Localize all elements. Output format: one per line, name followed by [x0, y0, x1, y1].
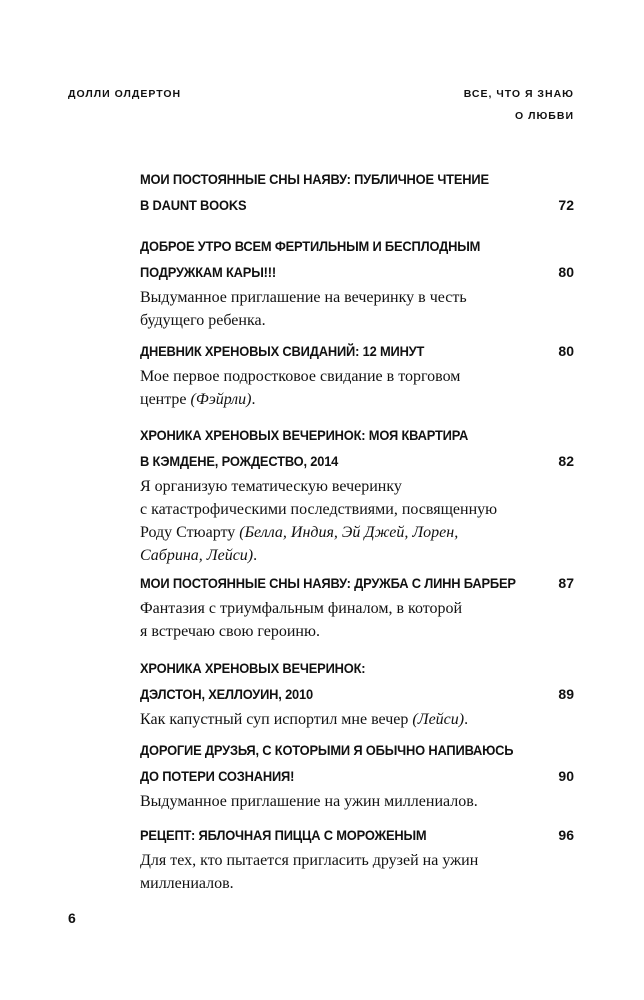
- entry-description: Как капустный суп испортил мне вечер (Лейси).: [140, 711, 469, 728]
- entry-description: Фантазия с триумфальным финалом, в которой я встречаю свою героиню.: [140, 600, 463, 640]
- entry-description: Мое первое подростковое свидание в торговом центре (Фэйрли).: [140, 368, 461, 408]
- toc-entry: [140, 570, 574, 643]
- entry-description: Выдуманное приглашение на вечеринку в честь будущего ребенка.: [140, 289, 467, 329]
- entry-description: Выдуманное приглашение на ужин миллениалов.: [140, 793, 478, 810]
- book-title-line: ВСЕ, ЧТО Я ЗНАЮ: [463, 88, 574, 100]
- page-number: 80: [558, 343, 574, 359]
- page-number: 96: [558, 827, 574, 843]
- page-folio: 6: [68, 910, 76, 926]
- entry-title: ДОБРОЕ УТРО ВСЕМ ФЕРТИЛЬНЫМ И БЕСПЛОДНЫМ ПОДРУЖКАМ КАРЫ!!!: [140, 238, 481, 280]
- entry-title: ДНЕВНИК ХРЕНОВЫХ СВИДАНИЙ: 12 МИНУТ: [140, 343, 425, 359]
- page-number: 89: [558, 686, 574, 702]
- entry-title: МОИ ПОСТОЯННЫЕ СНЫ НАЯВУ: ДРУЖБА С ЛИНН БАРБЕР: [140, 575, 516, 591]
- entry-title: ДОРОГИЕ ДРУЗЬЯ, С КОТОРЫМИ Я ОБЫЧНО НАПИВАЮСЬ ДО ПОТЕРИ СОЗНАНИЯ!: [140, 742, 514, 784]
- toc-entry: [140, 422, 574, 567]
- running-head-book-title: [464, 83, 574, 127]
- toc-entry: [140, 655, 574, 731]
- toc-entry: [140, 737, 574, 813]
- entry-title: ХРОНИКА ХРЕНОВЫХ ВЕЧЕРИНОК: МОЯ КВАРТИРА В КЭМДЕНЕ, РОЖДЕСТВО, 2014: [140, 427, 469, 469]
- page-number: 72: [558, 197, 574, 213]
- entry-title: РЕЦЕПТ: ЯБЛОЧНАЯ ПИЦЦА С МОРОЖЕНЫМ: [140, 827, 427, 843]
- entry-title: ХРОНИКА ХРЕНОВЫХ ВЕЧЕРИНОК: ДЭЛСТОН, ХЕЛЛОУИН, 2010: [140, 660, 366, 702]
- toc-entry: [140, 338, 574, 411]
- entry-description: Для тех, кто пытается пригласить друзей на ужин миллениалов.: [140, 852, 479, 892]
- page-number: 82: [558, 453, 574, 469]
- page-number: 87: [558, 575, 574, 591]
- running-head-author: ДОЛЛИ ОЛДЕРТОН: [68, 88, 182, 100]
- toc-entry: [140, 166, 574, 218]
- entry-title: МОИ ПОСТОЯННЫЕ СНЫ НАЯВУ: ПУБЛИЧНОЕ ЧТЕНИЕ В DAUNT BOOKS: [140, 171, 489, 213]
- toc-entry: [140, 233, 574, 332]
- book-title-line: О ЛЮБВИ: [515, 110, 574, 122]
- entry-description: Я организую тематическую вечеринку с катастрофическими последствиями, посвященную Роду Стюарту (Белла, Индия, Эй Джей, Лорен, Сабрина, Лейси).: [140, 478, 498, 564]
- toc-entry: [140, 822, 574, 895]
- page-number: 90: [558, 768, 574, 784]
- page-number: 80: [558, 264, 574, 280]
